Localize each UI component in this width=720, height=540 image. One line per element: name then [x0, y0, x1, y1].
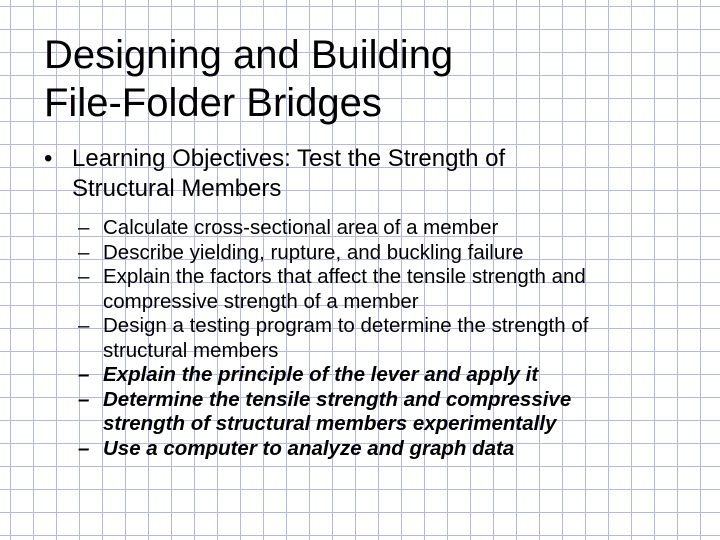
objective-text [103, 216, 498, 241]
dash-marker: – [78, 265, 90, 288]
objective-line: compressive strength of a member [103, 289, 419, 313]
objective-line: structural members [103, 338, 279, 362]
objective-line: Describe yielding, rupture, and buckling failure [103, 240, 524, 264]
objective-text [103, 363, 538, 388]
title-line-1: Designing and Building [44, 33, 454, 77]
objective-line: Explain the principle of the lever and apply it [103, 363, 539, 386]
objective-item [78, 216, 698, 241]
dash-marker: – [78, 240, 90, 264]
dash-marker: – [78, 314, 90, 337]
slide-title [44, 31, 684, 127]
objective-item [78, 437, 698, 462]
objective-line: strength of structural members experimentally [103, 412, 557, 435]
bullet-text-line-2: Structural Members [72, 175, 282, 202]
objective-item [78, 265, 698, 314]
bullet-text [72, 144, 505, 204]
objective-text [103, 241, 523, 266]
objective-line: Design a testing program to determine the strength of [103, 314, 589, 337]
objective-item [78, 363, 698, 388]
objective-item [78, 241, 698, 266]
objective-line: Determine the tensile strength and compressive [103, 387, 572, 411]
dash-marker: – [78, 387, 90, 411]
objective-text [103, 437, 514, 462]
objective-text [103, 265, 586, 314]
objective-line: Use a computer to analyze and graph data [103, 436, 515, 460]
dash-marker: – [78, 363, 90, 386]
objective-line: Calculate cross-sectional area of a member [103, 216, 499, 239]
objective-item [78, 388, 698, 437]
objective-text [103, 314, 588, 363]
objective-line: Explain the factors that affect the tensile strength and [103, 265, 586, 288]
objectives-list [78, 216, 698, 461]
objective-text [103, 388, 571, 437]
learning-objectives-bullet [44, 144, 684, 204]
objective-item [78, 314, 698, 363]
dash-marker: – [78, 216, 90, 239]
bullet-text-line-1: Learning Objectives: Test the Strength of [72, 145, 506, 172]
bullet-marker: • [44, 145, 53, 172]
title-line-2: File-Folder Bridges [44, 81, 382, 125]
dash-marker: – [78, 436, 90, 460]
